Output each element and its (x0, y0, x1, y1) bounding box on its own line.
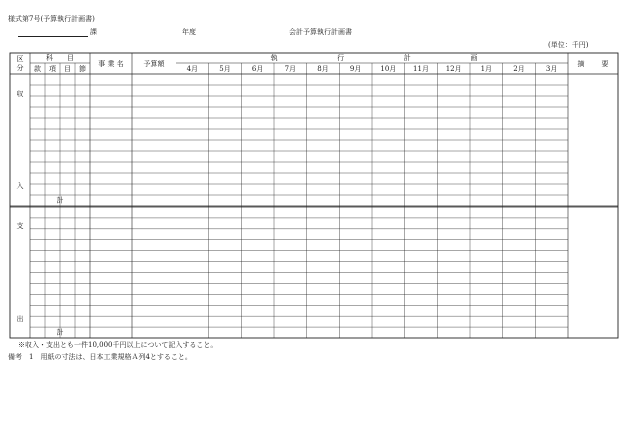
month-header: 12月 (445, 65, 462, 73)
kamoku-sub-header: 項 (49, 65, 56, 73)
note-paper-size: 備考 1 用紙の寸法は、日本工業規格Ａ列4とすること。 (8, 353, 192, 361)
kamoku-sub-header: 款 (34, 65, 41, 73)
month-header: 4月 (186, 65, 199, 73)
shikko-header: 画 (470, 54, 478, 62)
expense-label: 支 (16, 222, 24, 230)
table-outer-border (10, 53, 618, 338)
month-header: 1月 (480, 65, 493, 73)
document-title: 会計予算執行計画書 (289, 28, 352, 36)
tekiyo-header: 要 (601, 60, 609, 68)
month-header: 10月 (380, 65, 397, 73)
expense-label: 出 (16, 315, 24, 323)
income-label: 入 (16, 182, 24, 190)
month-header: 5月 (219, 65, 231, 73)
unit-label: (単位：千円) (548, 41, 589, 49)
month-header: 3月 (545, 65, 558, 73)
income-label: 収 (16, 90, 24, 98)
kamoku-sub-header: 節 (79, 65, 86, 73)
kamoku-sub-header: 目 (64, 65, 71, 73)
month-header: 9月 (349, 65, 362, 73)
jigyo-header: 事 業 名 (98, 60, 124, 68)
month-header: 6月 (251, 65, 264, 73)
form-title: 様式第7号(予算執行計画書) (8, 15, 95, 23)
month-header: 2月 (513, 65, 525, 73)
month-header: 7月 (284, 65, 297, 73)
kubun-header: 分 (16, 64, 24, 72)
shikko-header: 行 (337, 54, 345, 62)
month-header: 11月 (413, 65, 429, 73)
month-header: 8月 (317, 65, 329, 73)
note-threshold: ※収入・支出とも一件10,000千円以上について記入すること。 (18, 341, 218, 349)
kubun-header: 区 (16, 55, 24, 63)
shikko-header: 計 (403, 54, 411, 62)
fiscal-year-label: 年度 (182, 28, 196, 36)
kamoku-header: 科 目 (46, 54, 74, 62)
department-suffix: 課 (90, 28, 97, 36)
income-total-label: 計 (56, 196, 64, 205)
yosan-header: 予算額 (143, 60, 165, 68)
expense-total-label: 計 (56, 328, 64, 337)
shikko-header: 執 (270, 54, 278, 62)
tekiyo-header: 摘 (577, 60, 585, 68)
